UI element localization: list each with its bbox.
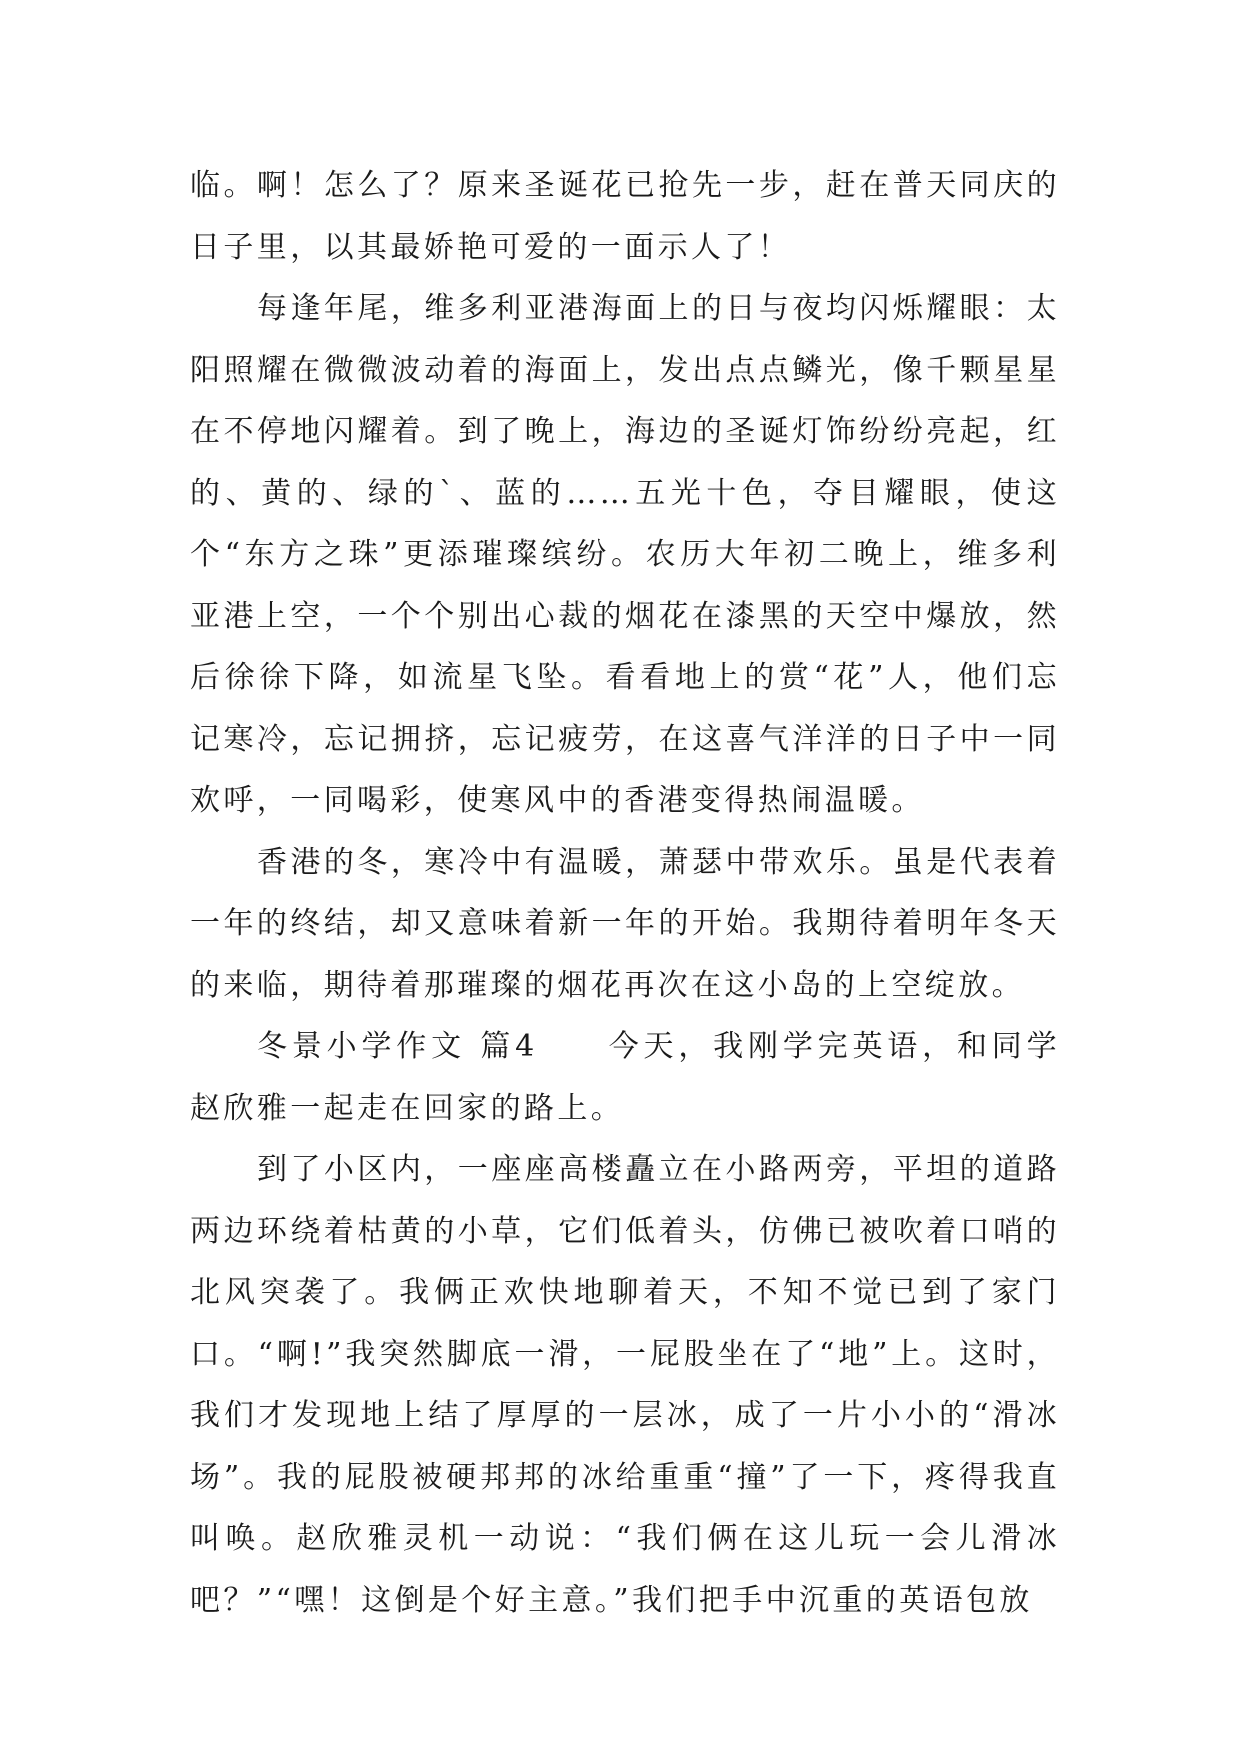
paragraph-2: 每逢年尾，维多利亚港海面上的日与夜均闪烁耀眼：太阳照耀在微微波动着的海面上，发出点点鳞光，像千颗星星在不停地闪耀着。到了晚上，海边的圣诞灯饰纷纷亮起，红的、黄的、绿的`、蓝的……五光十色，夺目耀眼，使这个“东方之珠”更添璀璨缤纷。农历大年初二晚上，维多利亚港上空，一个个别出心裁的烟花在漆黑的天空中爆放，然后徐徐下降，如流星飞坠。看看地上的赏“花”人，他们忘记寒冷，忘记拥挤，忘记疲劳，在这喜气洋洋的日子中一同欢呼，一同喝彩，使寒风中的香港变得热闹温暖。	[190, 291, 1060, 818]
paragraph-5: 到了小区内，一座座高楼矗立在小路两旁，平坦的道路两边环绕着枯黄的小草，它们低着头，仿佛已被吹着口哨的北风突袭了。我俩正欢快地聊着天，不知不觉已到了家门口。“啊!”我突然脚底一滑，一屁股坐在了“地”上。这时，我们才发现地上结了厚厚的一层冰，成了一片小小的“滑冰场”。我的屁股被硬邦邦的冰给重重“撞”了一下，疼得我直叫唤。赵欣雅灵机一动说：“我们俩在这儿玩一会儿滑冰吧？”“嘿！这倒是个好主意。”我们把手中沉重的英语包放	[190, 1152, 1060, 1618]
paragraph-1: 临。啊！怎么了？原来圣诞花已抢先一步，赶在普天同庆的日子里，以其最娇艳可爱的一面示人了！	[190, 168, 1060, 265]
paragraph-3: 香港的冬，寒冷中有温暖，萧瑟中带欢乐。虽是代表着一年的终结，却又意味着新一年的开始。我期待着明年冬天的来临，期待着那璀璨的烟花再次在这小岛的上空绽放。	[190, 844, 1060, 1003]
article-body	[190, 155, 1060, 1631]
paragraph-4: 冬景小学作文 篇4 今天，我刚学完英语，和同学赵欣雅一起走在回家的路上。	[190, 1029, 1060, 1126]
